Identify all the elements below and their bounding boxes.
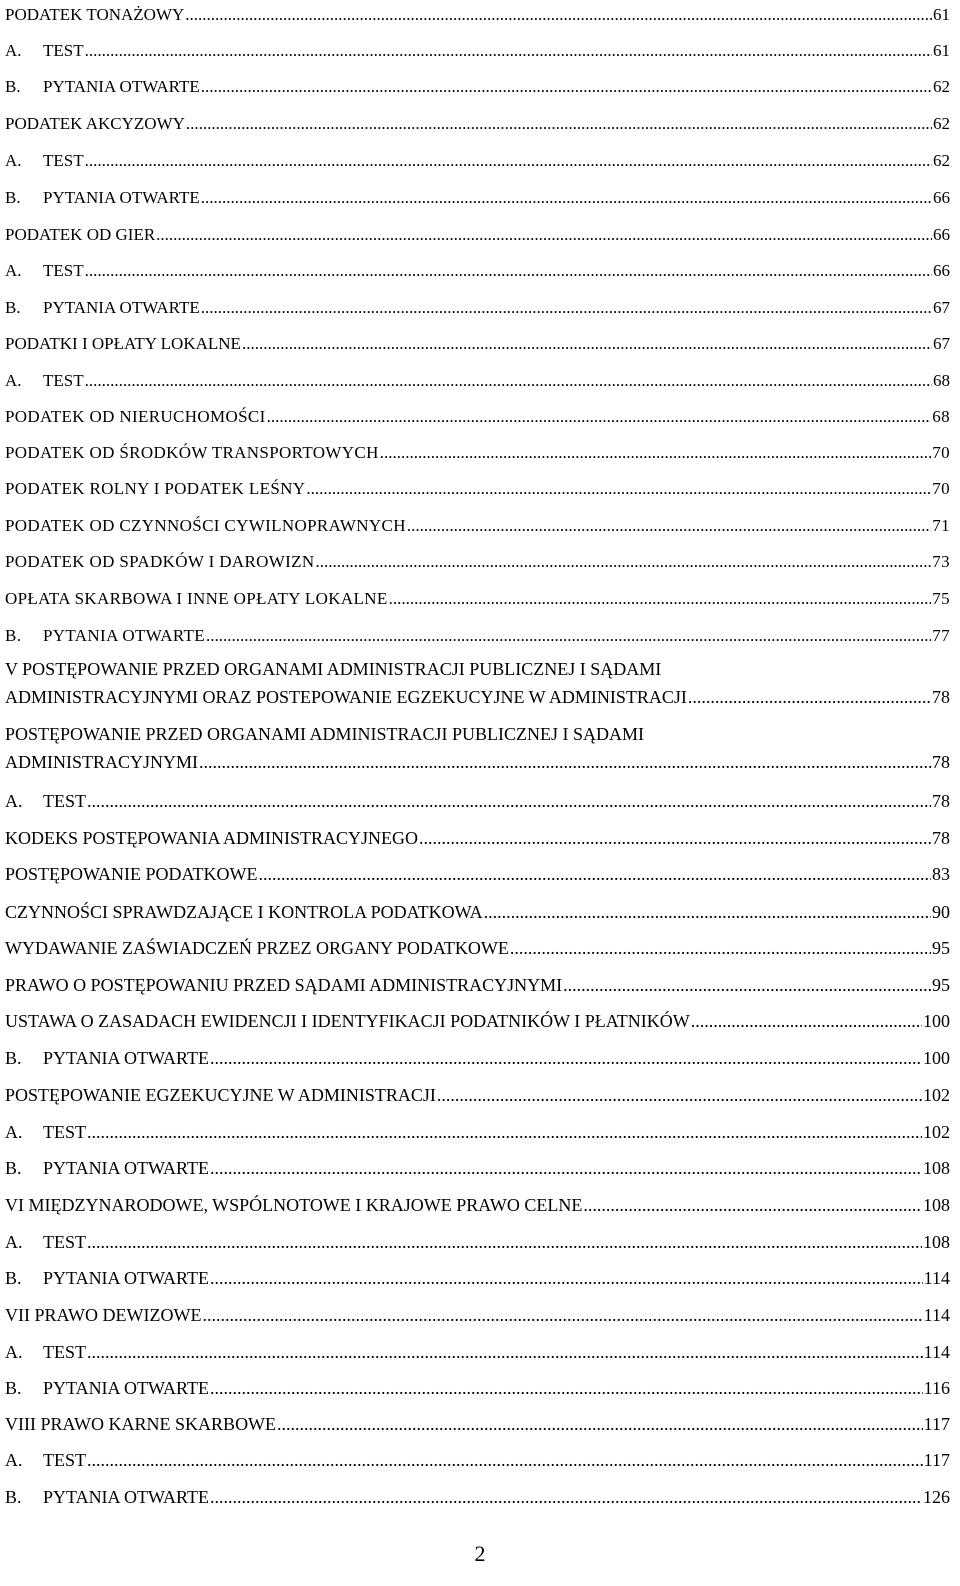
toc-entry-title: PODATKI I OPŁATY LOKALNE bbox=[5, 334, 241, 353]
toc-entry-title: ADMINISTRACYJNYMI ORAZ POSTEPOWANIE EGZEKUCYJNE W ADMINISTRACJI bbox=[5, 687, 687, 707]
dot-leader bbox=[201, 293, 932, 323]
toc-entry-page: 126 bbox=[923, 1487, 950, 1507]
toc-entry-page: 117 bbox=[923, 1414, 950, 1434]
toc-entry-prefix: A. bbox=[5, 1122, 23, 1142]
toc-entry-title: PYTANIA OTWARTE bbox=[43, 1487, 209, 1507]
dot-leader bbox=[210, 1043, 922, 1073]
toc-entry-prefix: B. bbox=[5, 1158, 22, 1178]
toc-entry-page: 70 bbox=[932, 443, 950, 462]
toc-entry-prefix: A. bbox=[5, 151, 22, 170]
dot-leader bbox=[85, 36, 932, 66]
toc-entry[interactable] bbox=[5, 511, 950, 541]
toc-entry-title: PODATEK ROLNY I PODATEK LEŚNY bbox=[5, 479, 306, 498]
toc-entry-prefix: A. bbox=[5, 41, 22, 60]
dot-leader bbox=[407, 511, 931, 541]
dot-leader bbox=[691, 1006, 922, 1036]
toc-entry-page: 102 bbox=[923, 1122, 950, 1142]
toc-entry-title: OPŁATA SKARBOWA I INNE OPŁATY LOKALNE bbox=[5, 589, 388, 608]
toc-entry[interactable] bbox=[5, 256, 950, 286]
toc-entry[interactable] bbox=[5, 0, 950, 30]
toc-entry-title: PODATEK OD ŚRODKÓW TRANSPORTOWYCH bbox=[5, 443, 379, 462]
toc-entry-page: 73 bbox=[932, 552, 950, 571]
dot-leader bbox=[87, 1445, 923, 1475]
toc-entry-title: TEST bbox=[43, 791, 86, 811]
toc-entry-title: TEST bbox=[43, 151, 84, 170]
dot-leader bbox=[186, 109, 932, 139]
toc-entry-title: PRAWO O POSTĘPOWANIU PRZED SĄDAMI ADMINISTRACYJNYMI bbox=[5, 975, 563, 995]
toc-entry[interactable] bbox=[5, 1337, 950, 1367]
toc-entry[interactable] bbox=[5, 1153, 950, 1183]
dot-leader bbox=[85, 366, 932, 396]
toc-entry-title: TEST bbox=[43, 371, 84, 390]
toc-entry[interactable] bbox=[5, 1373, 950, 1403]
toc-entry-page: 67 bbox=[933, 334, 950, 353]
dot-leader bbox=[87, 1117, 922, 1147]
dot-leader bbox=[259, 859, 932, 889]
toc-entry-title: TEST bbox=[43, 41, 84, 60]
toc-entry-page: 114 bbox=[923, 1305, 950, 1325]
dot-leader bbox=[87, 1227, 922, 1257]
toc-entry[interactable] bbox=[5, 1117, 950, 1147]
toc-entry-title: PODATEK OD SPADKÓW I DAROWIZN bbox=[5, 552, 315, 571]
toc-entry-page: 66 bbox=[933, 188, 950, 207]
toc-entry-prefix: A. bbox=[5, 1232, 23, 1252]
toc-entry-prefix: B. bbox=[5, 626, 22, 645]
dot-leader bbox=[87, 786, 931, 816]
dot-leader bbox=[306, 474, 931, 504]
toc-entry-page: 66 bbox=[933, 225, 950, 244]
toc-entry-prefix: B. bbox=[5, 188, 21, 207]
toc-entry[interactable] bbox=[5, 656, 950, 712]
toc-entry-page: 66 bbox=[933, 261, 950, 280]
dot-leader bbox=[85, 146, 932, 176]
toc-entry-page: 68 bbox=[932, 407, 950, 426]
toc-entry-page: 114 bbox=[923, 1268, 950, 1288]
toc-entry-title: TEST bbox=[43, 1450, 86, 1470]
toc-entry-title: TEST bbox=[43, 1232, 86, 1252]
toc-entry-page: 77 bbox=[932, 626, 950, 645]
toc-entry-page: 108 bbox=[923, 1158, 950, 1178]
dot-leader bbox=[380, 438, 932, 468]
toc-entry-title: PYTANIA OTWARTE bbox=[43, 1268, 209, 1288]
dot-leader bbox=[563, 970, 931, 1000]
toc-entry-title: VII PRAWO DEWIZOWE bbox=[5, 1305, 202, 1325]
dot-leader bbox=[389, 584, 932, 614]
toc-entry-page: 83 bbox=[932, 864, 950, 884]
dot-leader bbox=[484, 897, 931, 927]
dot-leader bbox=[210, 1373, 923, 1403]
toc-entry[interactable] bbox=[5, 1445, 950, 1475]
toc-entry-page: 102 bbox=[923, 1085, 950, 1105]
toc-entry[interactable] bbox=[5, 474, 950, 504]
dot-leader bbox=[242, 329, 932, 359]
toc-entry-page: 61 bbox=[933, 41, 950, 60]
toc-entry-prefix: A. bbox=[5, 261, 22, 280]
toc-entry[interactable] bbox=[5, 438, 950, 468]
dot-leader bbox=[316, 547, 932, 577]
toc-entry-title: TEST bbox=[43, 261, 84, 280]
toc-entry-title: PODATEK TONAŻOWY bbox=[5, 5, 185, 24]
page-number: 2 bbox=[474, 1541, 486, 1566]
toc-entry-prefix: B. bbox=[5, 1487, 22, 1507]
toc-entry[interactable] bbox=[5, 402, 950, 432]
toc-entry-prefix: B. bbox=[5, 1378, 22, 1398]
toc-entry[interactable] bbox=[5, 621, 950, 651]
toc-entry-page: 90 bbox=[932, 902, 950, 922]
toc-entry[interactable] bbox=[5, 183, 950, 213]
toc-entry[interactable] bbox=[5, 1482, 950, 1512]
toc-entry-title: PODATEK AKCYZOWY bbox=[5, 114, 185, 133]
dot-leader bbox=[199, 747, 931, 777]
dot-leader bbox=[206, 621, 931, 651]
dot-leader bbox=[419, 823, 931, 853]
dot-leader bbox=[277, 1409, 923, 1439]
toc-entry-page: 116 bbox=[923, 1378, 950, 1398]
toc-entry[interactable] bbox=[5, 786, 950, 816]
toc-entry-page: 70 bbox=[932, 479, 950, 498]
toc-entry-page: 68 bbox=[933, 371, 950, 390]
toc-entry[interactable] bbox=[5, 109, 950, 139]
toc-entry[interactable] bbox=[5, 1300, 950, 1330]
toc-entry-title-line1: POSTĘPOWANIE PRZED ORGANAMI ADMINISTRACJI PUBLICZNEJ I SĄDAMI bbox=[5, 724, 645, 744]
toc-entry-page: 100 bbox=[923, 1011, 950, 1031]
toc-entry-prefix: B. bbox=[5, 77, 21, 96]
toc-entry-page: 61 bbox=[933, 5, 950, 24]
toc-entry[interactable] bbox=[5, 36, 950, 66]
toc-entry[interactable] bbox=[5, 933, 950, 963]
toc-entry[interactable] bbox=[5, 146, 950, 176]
toc-entry-page: 78 bbox=[932, 791, 950, 811]
toc-entry-title: USTAWA O ZASADACH EWIDENCJI I IDENTYFIKACJI PODATNIKÓW I PŁATNIKÓW bbox=[5, 1011, 690, 1031]
dot-leader bbox=[437, 1080, 922, 1110]
toc-entry-page: 67 bbox=[933, 298, 950, 317]
toc-entry-title: PODATEK OD CZYNNOŚCI CYWILNOPRAWNYCH bbox=[5, 516, 406, 535]
dot-leader bbox=[210, 1153, 922, 1183]
toc-entry[interactable] bbox=[5, 72, 950, 102]
dot-leader bbox=[156, 220, 932, 250]
toc-entry[interactable] bbox=[5, 1409, 950, 1439]
toc-entry[interactable] bbox=[5, 1006, 950, 1036]
dot-leader bbox=[87, 1337, 923, 1367]
toc-entry-title: PYTANIA OTWARTE bbox=[43, 77, 200, 96]
toc-entry[interactable] bbox=[5, 721, 950, 777]
toc-entry-title: PODATEK OD GIER bbox=[5, 225, 156, 244]
toc-entry-title: KODEKS POSTĘPOWANIA ADMINISTRACYJNEGO bbox=[5, 828, 419, 848]
dot-leader bbox=[185, 0, 932, 30]
toc-entry[interactable] bbox=[5, 293, 950, 323]
toc-entry-page: 62 bbox=[933, 114, 950, 133]
toc-entry-page: 71 bbox=[932, 516, 950, 535]
dot-leader bbox=[85, 256, 932, 286]
toc-entry-page: 78 bbox=[932, 828, 950, 848]
toc-entry[interactable] bbox=[5, 1043, 950, 1073]
toc-entry-title: VIII PRAWO KARNE SKARBOWE bbox=[5, 1414, 277, 1434]
dot-leader bbox=[688, 682, 931, 712]
toc-entry-prefix: A. bbox=[5, 1450, 23, 1470]
toc-entry-prefix: B. bbox=[5, 298, 21, 317]
toc-entry[interactable] bbox=[5, 220, 950, 250]
dot-leader bbox=[267, 402, 932, 432]
toc-entry-page: 117 bbox=[923, 1450, 950, 1470]
toc-entry-prefix: B. bbox=[5, 1048, 22, 1068]
toc-entry-page: 75 bbox=[932, 589, 950, 608]
toc-entry-page: 62 bbox=[933, 77, 950, 96]
dot-leader bbox=[210, 1482, 922, 1512]
toc-entry-title: TEST bbox=[43, 1122, 86, 1142]
dot-leader bbox=[510, 933, 931, 963]
toc-entry-title: PYTANIA OTWARTE bbox=[43, 626, 205, 645]
toc-entry-page: 108 bbox=[923, 1195, 950, 1215]
toc-entry-title: PYTANIA OTWARTE bbox=[43, 1048, 209, 1068]
dot-leader bbox=[210, 1263, 923, 1293]
toc-entry-page: 78 bbox=[932, 687, 950, 707]
toc-entry-title: PODATEK OD NIERUCHOMOŚCI bbox=[5, 407, 266, 426]
toc-entry-page: 114 bbox=[923, 1342, 950, 1362]
dot-leader bbox=[583, 1190, 922, 1220]
toc-entry[interactable] bbox=[5, 1190, 950, 1220]
toc-entry-title: PYTANIA OTWARTE bbox=[43, 298, 200, 317]
toc-entry-page: 78 bbox=[932, 752, 950, 772]
toc-entry-title: POSTĘPOWANIE EGZEKUCYJNE W ADMINISTRACJI bbox=[5, 1085, 436, 1105]
toc-entry-page: 62 bbox=[933, 151, 950, 170]
toc-entry[interactable] bbox=[5, 1227, 950, 1257]
toc-entry-prefix: A. bbox=[5, 1342, 23, 1362]
toc-entry[interactable] bbox=[5, 897, 950, 927]
toc-entry-title: PYTANIA OTWARTE bbox=[43, 1378, 209, 1398]
toc-entry[interactable] bbox=[5, 823, 950, 853]
dot-leader bbox=[203, 1300, 923, 1330]
toc-entry-title: PYTANIA OTWARTE bbox=[43, 188, 200, 207]
toc-entry[interactable] bbox=[5, 1263, 950, 1293]
toc-entry[interactable] bbox=[5, 547, 950, 577]
toc-entry-page: 95 bbox=[932, 938, 950, 958]
toc-entry-page: 108 bbox=[923, 1232, 950, 1252]
toc-entry-title: WYDAWANIE ZAŚWIADCZEŃ PRZEZ ORGANY PODATKOWE bbox=[5, 938, 509, 958]
toc-entry-title: ADMINISTRACYJNYMI bbox=[5, 752, 199, 772]
toc-entry[interactable] bbox=[5, 584, 950, 614]
toc-entry-title: VI MIĘDZYNARODOWE, WSPÓLNOTOWE I KRAJOWE PRAWO CELNE bbox=[5, 1195, 583, 1215]
toc-entry[interactable] bbox=[5, 859, 950, 889]
toc-entry[interactable] bbox=[5, 970, 950, 1000]
toc-entry[interactable] bbox=[5, 366, 950, 396]
toc-entry[interactable] bbox=[5, 329, 950, 359]
toc-entry-page: 95 bbox=[932, 975, 950, 995]
dot-leader bbox=[201, 183, 932, 213]
toc-entry-title: TEST bbox=[43, 1342, 86, 1362]
toc-entry-page: 100 bbox=[923, 1048, 950, 1068]
toc-entry-title: CZYNNOŚCI SPRAWDZAJĄCE I KONTROLA PODATKOWA bbox=[5, 902, 483, 922]
toc-entry-title: PYTANIA OTWARTE bbox=[43, 1158, 209, 1178]
toc-entry[interactable] bbox=[5, 1080, 950, 1110]
toc-entry-title: POSTĘPOWANIE PODATKOWE bbox=[5, 864, 258, 884]
toc-entry-prefix: A. bbox=[5, 371, 22, 390]
toc-entry-title-line1: V POSTĘPOWANIE PRZED ORGANAMI ADMINISTRACJI PUBLICZNEJ I SĄDAMI bbox=[5, 659, 662, 679]
dot-leader bbox=[201, 72, 932, 102]
toc-entry-prefix: B. bbox=[5, 1268, 22, 1288]
toc-entry-prefix: A. bbox=[5, 791, 23, 811]
